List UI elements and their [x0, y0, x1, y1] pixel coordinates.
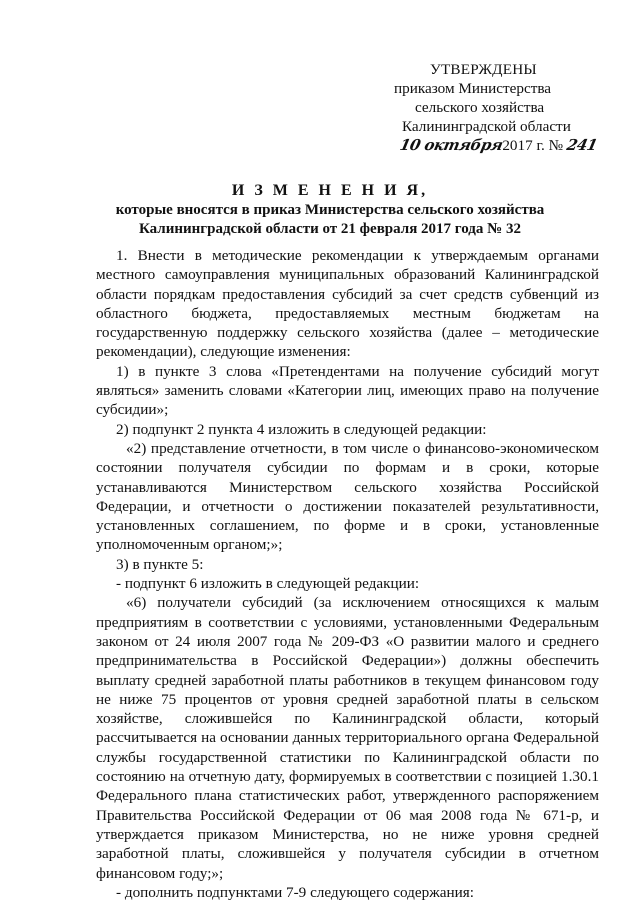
- handwritten-date: 10 октября: [398, 136, 505, 154]
- heading-title: И З М Е Н Е Н И Я,: [231, 182, 429, 199]
- paragraph-5: 3) в пункте 5:: [116, 555, 204, 573]
- handwritten-number: 241: [565, 136, 599, 154]
- approval-title: УТВЕРЖДЕНЫ: [430, 61, 537, 78]
- approval-line-agriculture: сельского хозяйства: [415, 99, 545, 116]
- paragraph-3: 2) подпункт 2 пункта 4 изложить в следующей редакции:: [116, 420, 487, 438]
- paragraph-1: 1. Внести в методические рекомендации к утверждаемым органами местного самоуправления муниципальных образований Калининградской области порядкам предоставления субсидий за счет средств субвенций из областного бюджета, предоставляемых местным бюджетам на государственную поддержку сельского хозяйства (далее – методические рекомендации), следующие изменения:: [96, 247, 599, 361]
- approval-year: 2017 г. №: [502, 137, 564, 154]
- paragraph-2: 1) в пункте 3 слова «Претендентами на получение субсидий могут являться» заменить словами «Категории лиц, имеющих право на получение субсидии»;: [96, 362, 599, 419]
- paragraph-4: «2) представление отчетности, в том числе о финансово-экономическом состоянии получателя субсидии по формам и в сроки, которые устанавливаются Министерством сельского хозяйства Российской Федерации, и отчетности о достижении показателей результативности, установленных соглашением, по форме и в сроки, установленные уполномоченным органом;»;: [96, 439, 599, 554]
- heading-subtitle-line1: которые вносятся в приказ Министерства сельского хозяйства: [115, 202, 545, 218]
- approval-date-line: [400, 136, 608, 155]
- approval-line-ministry: приказом Министерства: [394, 80, 552, 97]
- document-heading: [0, 181, 640, 239]
- paragraph-8: - дополнить подпунктами 7-9 следующего содержания:: [116, 883, 474, 901]
- paragraph-7: «6) получатели субсидий (за исключением относящихся к малым предприятиям в соответствии с условиями, установленными Федеральным законом от 24 июля 2007 года № 209-ФЗ «О развитии малого и среднего предпринимательства в Российской Федерации») должны обеспечить выплату средней заработной платы работников в текущем финансовом году не ниже 75 процентов от уровня средней заработной платы в сельском хозяйстве, сложившейся по Калининградской области, который рассчитывается на основании данных территориального органа Федеральной службы государственной статистики по Калининградской области по состоянию на отчетную дату, формируемых в соответствии с позицией 1.30.1 Федерального плана статистических работ, утвержденного распоряжением Правительства Российской Федерации от 06 мая 2008 года № 671-р, и утверждается приказом Министерства, но не ниже уровня средней заработной платы, сложившейся у получателя субсидии в отчетном финансовом году;»;: [96, 594, 599, 882]
- approval-stamp-block: [378, 60, 608, 155]
- heading-subtitle-line2: Калининградской области от 21 февраля 2017 года № 32: [139, 221, 521, 237]
- paragraph-6: - подпункт 6 изложить в следующей редакции:: [116, 575, 420, 593]
- approval-line-region: Калининградской области: [402, 118, 571, 135]
- document-body: [96, 246, 599, 902]
